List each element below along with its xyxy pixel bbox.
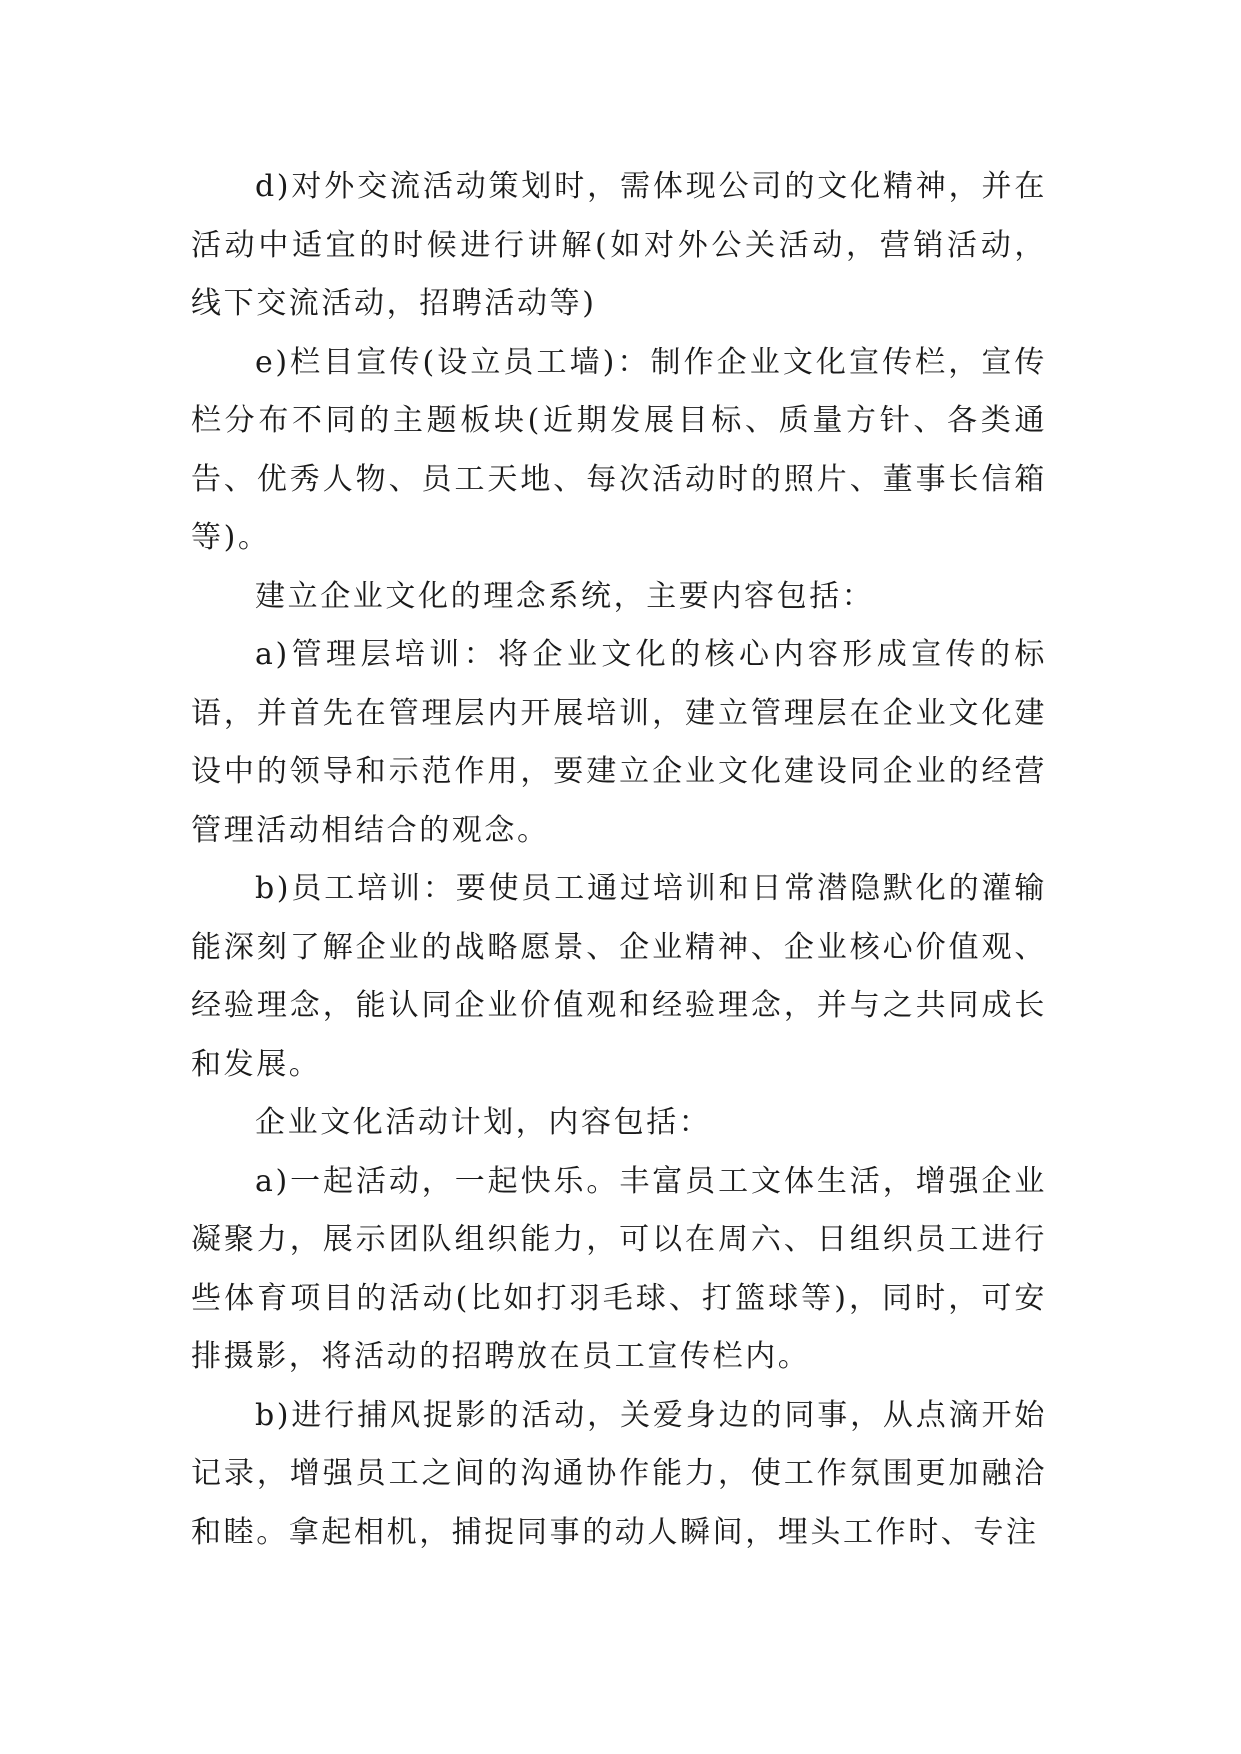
- paragraph-bulletin-board: e)栏目宣传(设立员工墙)：制作企业文化宣传栏，宣传栏分布不同的主题板块(近期发展目标、质量方针、各类通告、优秀人物、员工天地、每次活动时的照片、董事长信箱等)。: [191, 344, 1047, 555]
- paragraph-employee-training: b)员工培训：要使员工通过培训和日常潜隐默化的灌输能深刻了解企业的战略愿景、企业精神、企业核心价值观、经验理念，能认同企业价值观和经验理念，并与之共同成长和发展。: [191, 871, 1047, 1082]
- paragraph-management-training: a)管理层培训：将企业文化的核心内容形成宣传的标语，并首先在管理层内开展培训，建立管理层在企业文化建设中的领导和示范作用，要建立企业文化建设同企业的经营管理活动相结合的观念。: [191, 637, 1047, 848]
- paragraph-activity-plan-intro: 企业文化活动计划，内容包括：: [255, 1105, 712, 1140]
- document-body: [191, 158, 1047, 1562]
- paragraph-photo-activities: b)进行捕风捉影的活动，关爱身边的同事，从点滴开始记录，增强员工之间的沟通协作能力，使工作氛围更加融洽和睦。拿起相机，捕捉同事的动人瞬间，埋头工作时、专注: [191, 1397, 1047, 1550]
- paragraph-concept-system-intro: 建立企业文化的理念系统，主要内容包括：: [255, 578, 875, 614]
- paragraph-sports-activities: a)一起活动，一起快乐。丰富员工文体生活，增强企业凝聚力，展示团队组织能力，可以在周六、日组织员工进行些体育项目的活动(比如打羽毛球、打篮球等)，同时，可安排摄影，将活动的招聘放在员工宣传栏内。: [191, 1163, 1047, 1374]
- paragraph-external-activities: d)对外交流活动策划时，需体现公司的文化精神，并在活动中适宜的时候进行讲解(如对外公关活动，营销活动，线下交流活动，招聘活动等): [191, 169, 1047, 321]
